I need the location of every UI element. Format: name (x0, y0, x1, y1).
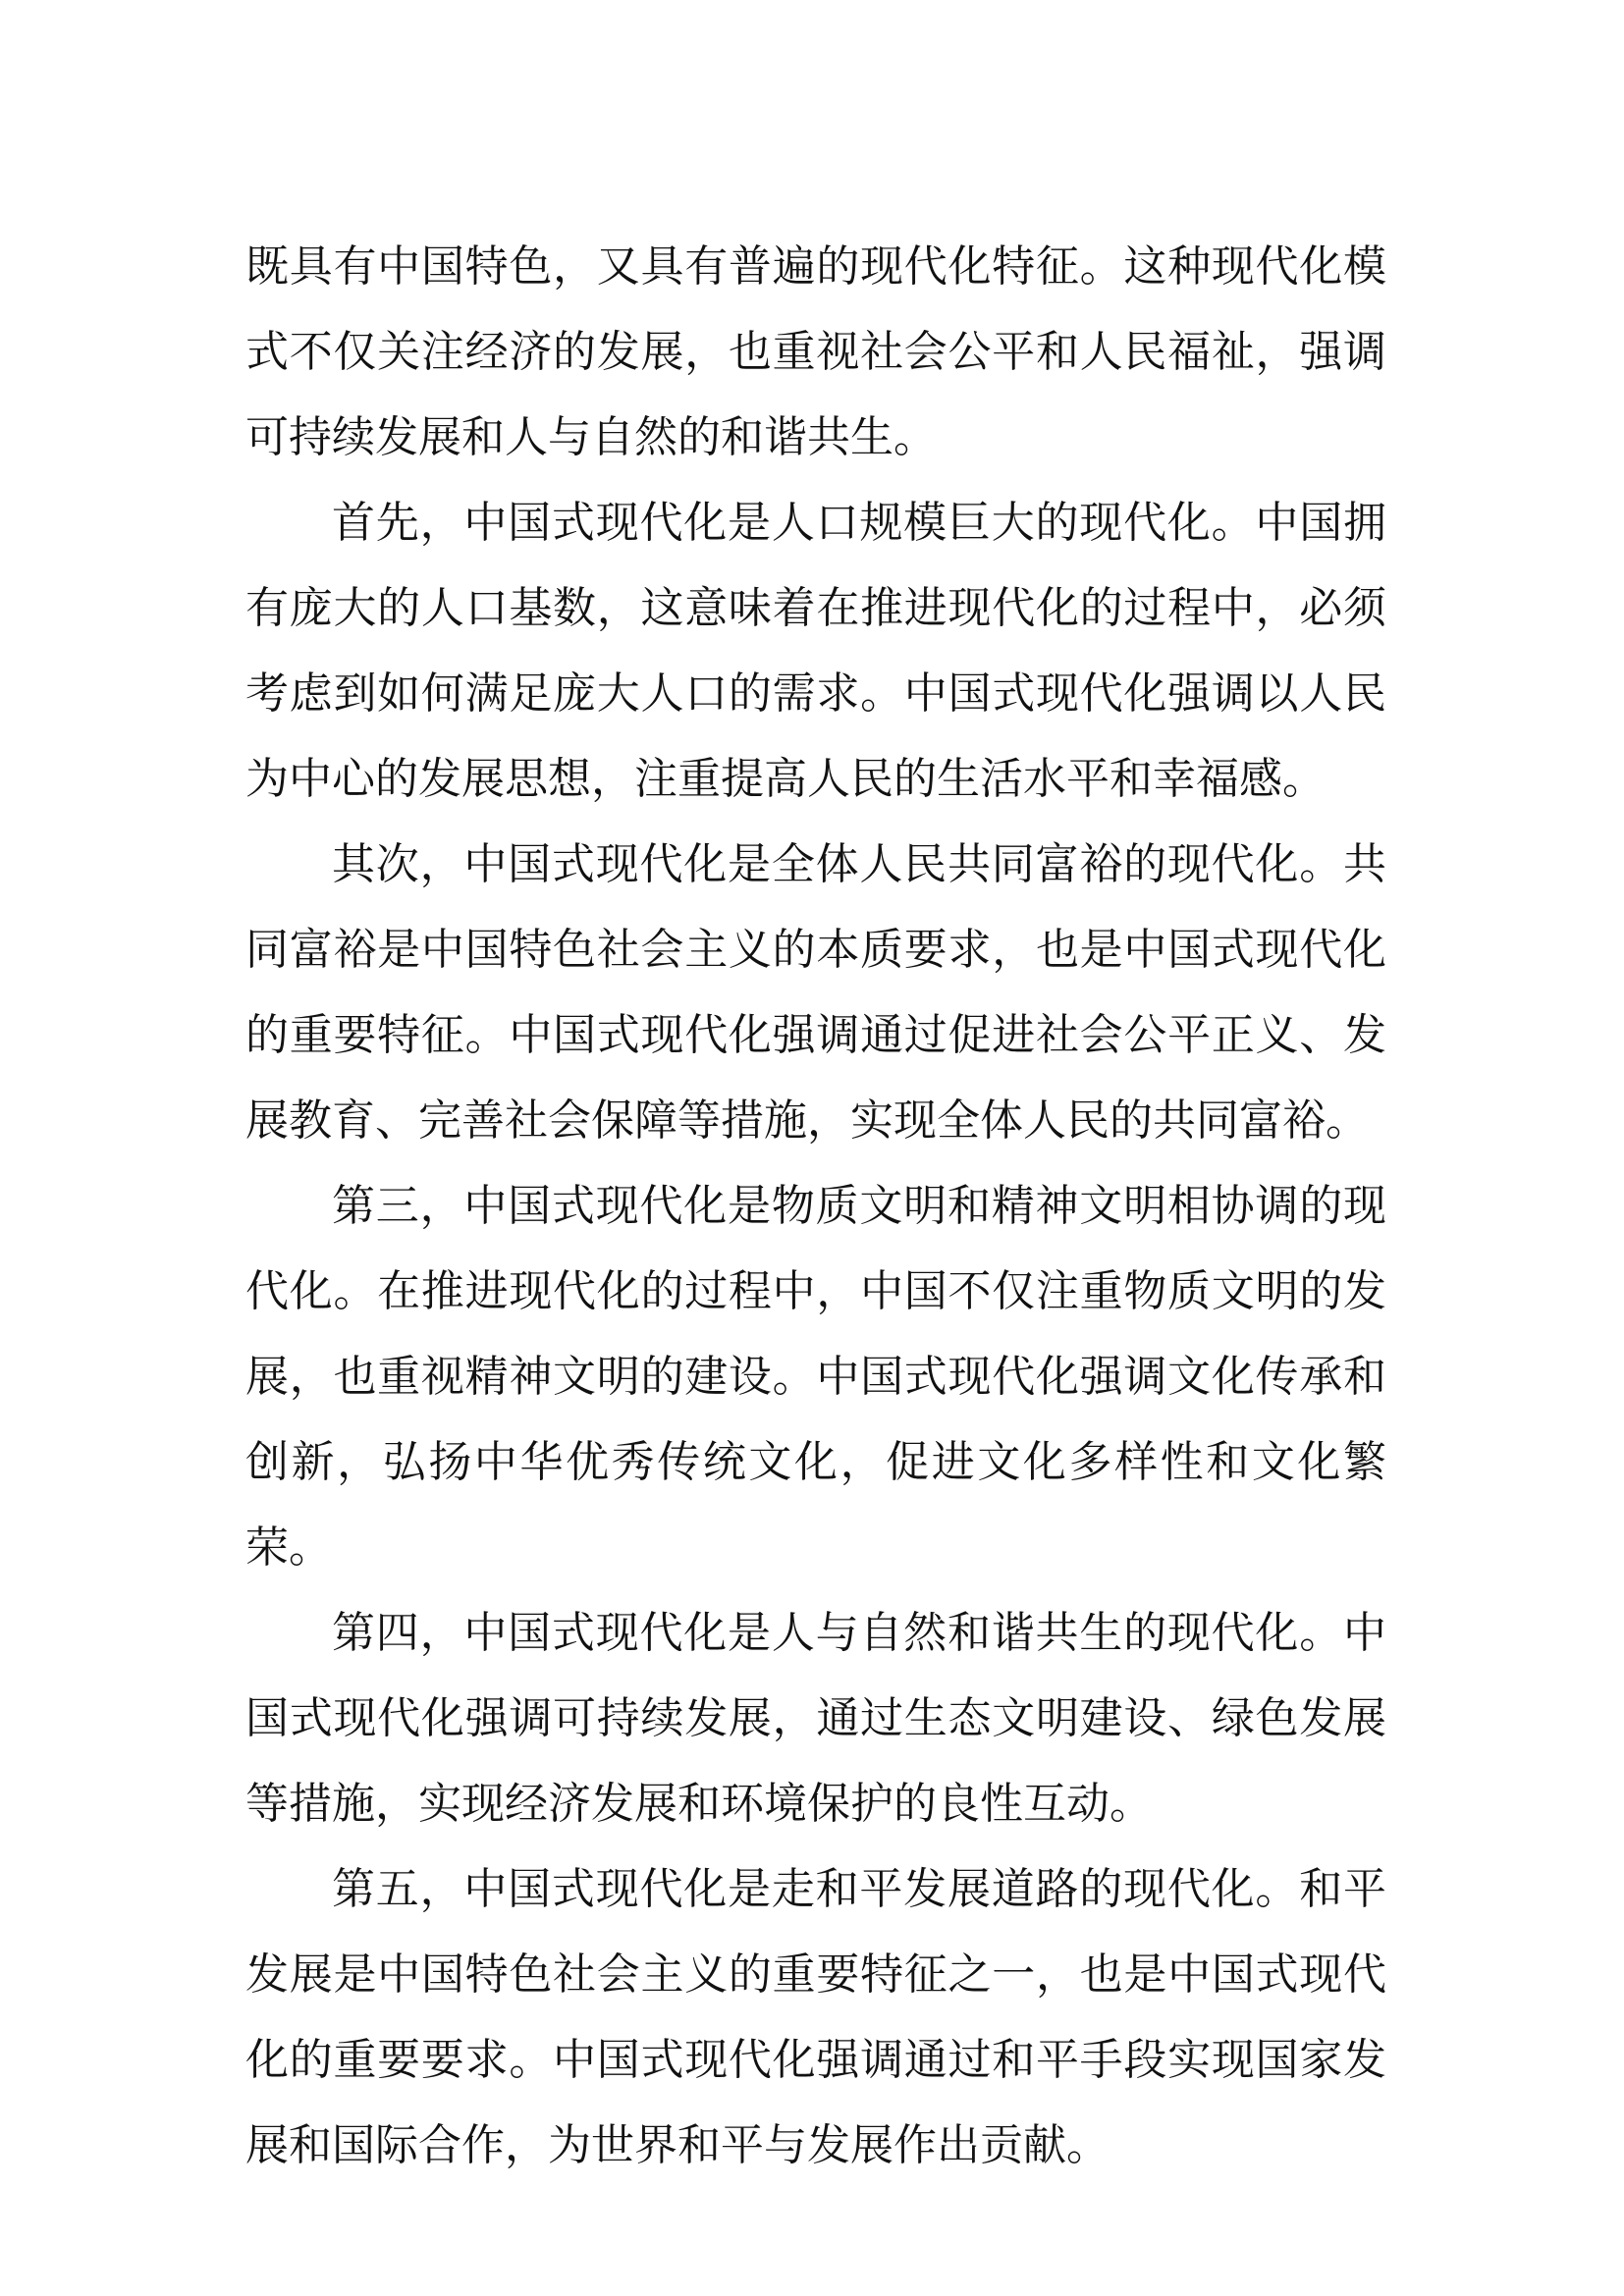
paragraph-peaceful-development: 第五，中国式现代化是走和平发展道路的现代化。和平发展是中国特色社会主义的重要特征之一，也是中国式现代化的重要要求。中国式现代化强调通过和平手段实现国家发展和国际合作，为世界和平与发展作出贡献。 (245, 1864, 1386, 2170)
paragraph-material-spiritual: 第三，中国式现代化是物质文明和精神文明相协调的现代化。在推进现代化的过程中，中国不仅注重物质文明的发展，也重视精神文明的建设。中国式现代化强调文化传承和创新，弘扬中华优秀传统文化，促进文化多样性和文化繁荣。 (245, 1181, 1386, 1573)
paragraph-harmony-nature: 第四，中国式现代化是人与自然和谐共生的现代化。中国式现代化强调可持续发展，通过生态文明建设、绿色发展等措施，实现经济发展和环境保护的良性互动。 (245, 1608, 1386, 1829)
paragraph-population-scale: 首先，中国式现代化是人口规模巨大的现代化。中国拥有庞大的人口基数，这意味着在推进现代化的过程中，必须考虑到如何满足庞大人口的需求。中国式现代化强调以人民为中心的发展思想，注重提高人民的生活水平和幸福感。 (245, 498, 1386, 804)
document-body (245, 224, 1386, 2188)
paragraph-continuation: 既具有中国特色，又具有普遍的现代化特征。这种现代化模式不仅关注经济的发展，也重视社会公平和人民福祉，强调可持续发展和人与自然的和谐共生。 (245, 241, 1386, 462)
paragraph-common-prosperity: 其次，中国式现代化是全体人民共同富裕的现代化。共同富裕是中国特色社会主义的本质要求，也是中国式现代化的重要特征。中国式现代化强调通过促进社会公平正义、发展教育、完善社会保障等措施，实现全体人民的共同富裕。 (245, 839, 1386, 1146)
